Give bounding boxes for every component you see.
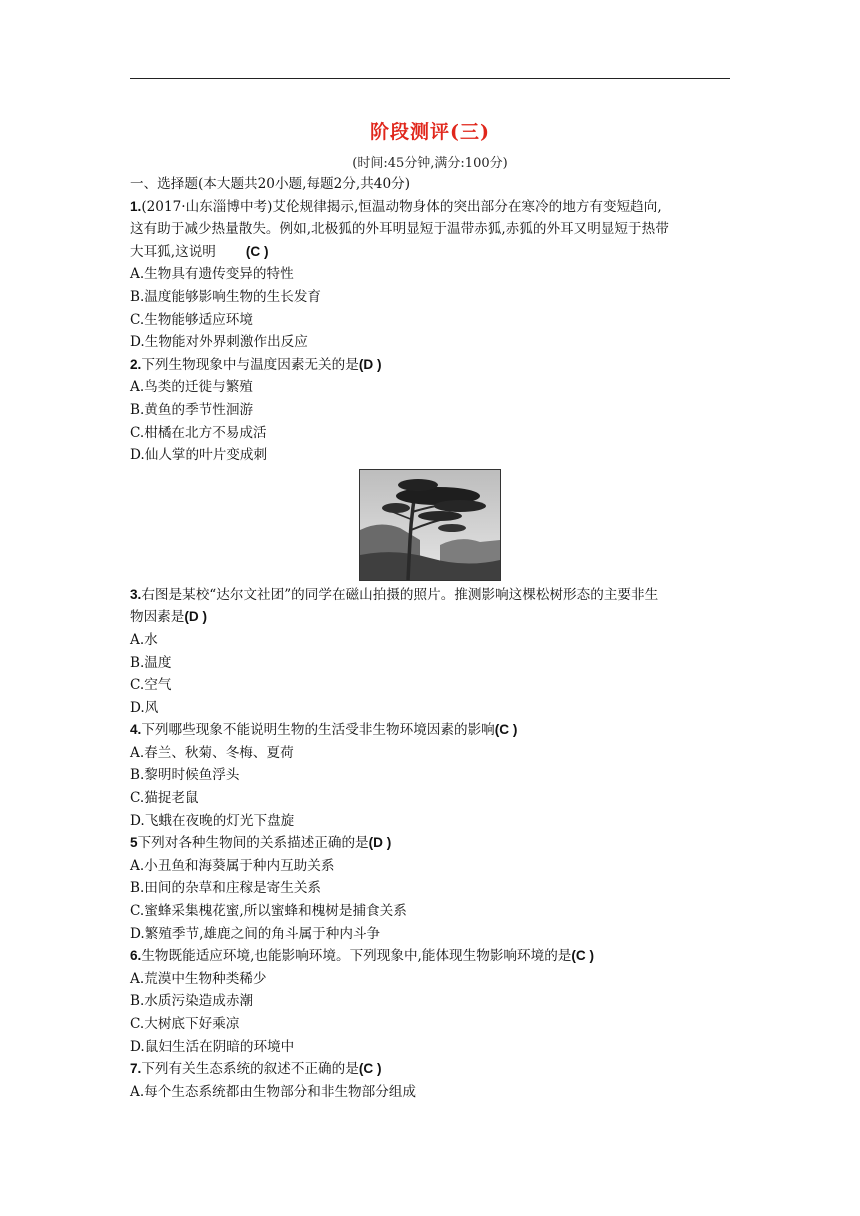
option-b: B.黄鱼的季节性洄游 [130,401,254,418]
option-c: C.柑橘在北方不易成活 [130,424,267,441]
question-list [130,173,734,1103]
question-number: 7. [130,1061,142,1077]
option-d: D.鼠妇生活在阴暗的环境中 [130,1038,295,1055]
question-number: 6. [130,948,142,964]
question-number: 1. [130,198,142,214]
option-a: A.每个生态系统都由生物部分和非生物部分组成 [130,1083,417,1100]
option-c: C.生物能够适应环境 [130,311,253,328]
pine-tree-photo [359,469,501,581]
answer-mark: (C ) [494,722,518,738]
option-c: C.大树底下好乘凉 [130,1016,240,1032]
header-rule [130,78,730,79]
option-d: D.生物能对外界刺激作出反应 [130,334,308,351]
option-b: B.温度 [130,654,172,671]
question-2 [130,354,734,467]
question-stem: 右图是某校“达尔文社团”的同学在磁山拍摄的照片。推测影响这棵松树形态的主要非生 [141,586,659,603]
option-d: D.风 [130,699,159,716]
question-number: 3. [130,586,142,602]
answer-mark: (D ) [184,609,208,625]
section-heading: 一、选择题(本大题共20小题,每题2分,共40分) [130,176,410,192]
option-d: D.飞蛾在夜晚的灯光下盘旋 [130,812,295,829]
answer-mark: (C ) [571,948,595,964]
option-a: A.鸟类的迁徙与繁殖 [130,379,253,396]
answer-mark: (D ) [368,835,392,851]
question-number: 4. [130,722,142,738]
question-stem: 下列有关生态系统的叙述不正确的是 [141,1061,359,1078]
option-a: A.生物具有遗传变异的特性 [130,266,294,283]
option-b: B.黎明时候鱼浮头 [130,767,240,784]
exam-info: (时间:45分钟,满分:100分) [352,156,508,171]
question-number: 5 [130,835,138,851]
question-stem: 这有助于减少热量散失。例如,北极狐的外耳明显短于温带赤狐,赤狐的外耳又明显短于热带 [130,221,669,238]
question-number: 2. [130,356,142,372]
answer-mark: (C ) [245,243,269,259]
option-b: B.田间的杂草和庄稼是寄生关系 [130,880,322,897]
question-stem: 下列对各种生物间的关系描述正确的是 [137,835,369,852]
question-4 [130,719,734,832]
question-stem: (2017·山东淄博中考)艾伦规律揭示,恒温动物身体的突出部分在寒冷的地方有变短趋向, [141,198,662,215]
option-c: C.蜜蜂采集槐花蜜,所以蜜蜂和槐树是捕食关系 [130,903,407,920]
option-d: D.繁殖季节,雄鹿之间的角斗属于种内斗争 [130,925,381,942]
option-b: B.水质污染造成赤潮 [130,993,254,1010]
option-a: A.小丑鱼和海葵属于种内互助关系 [130,857,335,874]
question-6 [130,945,734,1058]
question-stem: 下列哪些现象不能说明生物的生活受非生物环境因素的影响 [141,722,495,739]
question-3 [130,584,734,720]
page-title: 阶段测评(三) [370,121,490,143]
question-1 [130,196,734,354]
option-a: A.水 [130,631,158,648]
option-a: A.春兰、秋菊、冬梅、夏荷 [130,744,294,761]
answer-mark: (D ) [358,356,382,372]
answer-mark: (C ) [358,1061,382,1077]
option-b: B.温度能够影响生物的生长发育 [130,288,322,305]
question-7 [130,1058,734,1103]
question-stem: 下列生物现象中与温度因素无关的是 [141,356,359,373]
option-a: A.荒漠中生物种类稀少 [130,970,267,987]
question-stem: 物因素是 [130,609,185,626]
question-stem: 大耳狐,这说明 [130,243,216,260]
option-c: C.空气 [130,677,172,694]
question-5 [130,832,734,945]
option-d: D.仙人掌的叶片变成刺 [130,447,268,464]
question-stem: 生物既能适应环境,也能影响环境。下列现象中,能体现生物影响环境的是 [141,948,572,965]
option-c: C.猫捉老鼠 [130,790,199,807]
